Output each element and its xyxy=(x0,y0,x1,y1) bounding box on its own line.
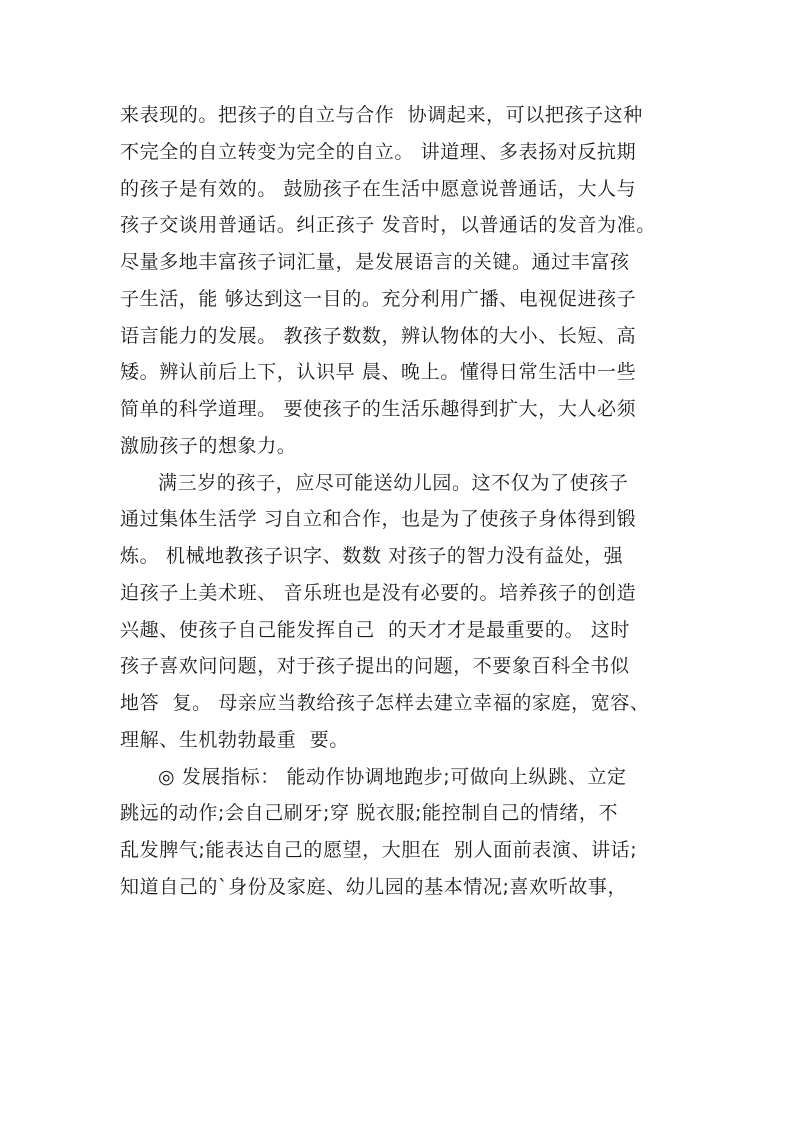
text-line: 理解、生机勃勃最重 要。 xyxy=(120,728,349,751)
text-line: 矮。辨认前后上下，认识早 晨、晚上。懂得日常生活中一些 xyxy=(120,361,637,384)
text-line: 的孩子是有效的。 鼓励孩子在生活中愿意说普通话，大人与 xyxy=(120,177,637,200)
text-line: 尽量多地丰富孩子词汇量，是发展语言的关键。通过丰富孩 xyxy=(120,251,630,273)
text-line: 地答 复。 母亲应当教给孩子怎样去建立幸福的家庭，宽容、 xyxy=(120,692,650,714)
text-line: 激励孩子的想象力。 xyxy=(120,434,297,457)
text-line: 迫孩子上美术班、 音乐班也是没有必要的。培养孩子的创造 xyxy=(120,581,637,604)
text-line: 来表现的。把孩子的自立与合作 协调起来，可以把孩子这种 xyxy=(120,104,643,126)
text-line: 简单的科学道理。 要使孩子的生活乐趣得到扩大，大人必须 xyxy=(120,398,637,420)
text-line: 孩子交谈用普通话。纠正孩子 发音时，以普通话的发音为准。 xyxy=(120,214,656,237)
text-line: 炼。 机械地教孩子识字、数数 对孩子的智力没有益处，强 xyxy=(120,545,624,567)
paragraph-3 xyxy=(120,759,680,906)
text-line: 通过集体生活学 习自立和合作，也是为了使孩子身体得到锻 xyxy=(120,508,637,531)
text-line-first: 满三岁的孩子，应尽可能送幼儿园。这不仅为了使孩子 xyxy=(158,471,629,494)
paragraph-2 xyxy=(120,465,680,759)
text-line: 语言能力的发展。 教孩子数数，辨认物体的大小、长短、高 xyxy=(120,324,637,347)
document-body xyxy=(120,97,680,906)
text-line: 知道自己的`身份及家庭、幼儿园的基本情况;喜欢听故事， xyxy=(120,875,628,898)
text-line: 不完全的自立转变为完全的自立。 讲道理、多表扬对反抗期 xyxy=(120,140,637,163)
text-line: 子生活，能 够达到这一目的。充分利用广播、电视促进孩子 xyxy=(120,287,637,310)
text-line-first: ◎ 发展指标： 能动作协调地跑步;可做向上纵跳、立定 xyxy=(158,765,627,788)
paragraph-1 xyxy=(120,97,680,465)
text-line: 兴趣、使孩子自己能发挥自己 的天才才是最重要的。 这时 xyxy=(120,618,630,641)
text-line: 乱发脾气;能表达自己的愿望，大胆在 别人面前表演、讲话; xyxy=(120,839,638,861)
text-line: 孩子喜欢问问题，对于孩子提出的问题，不要象百科全书似 xyxy=(120,655,630,678)
text-line: 跳远的动作;会自己刷牙;穿 脱衣服;能控制自己的情绪，不 xyxy=(120,802,619,825)
